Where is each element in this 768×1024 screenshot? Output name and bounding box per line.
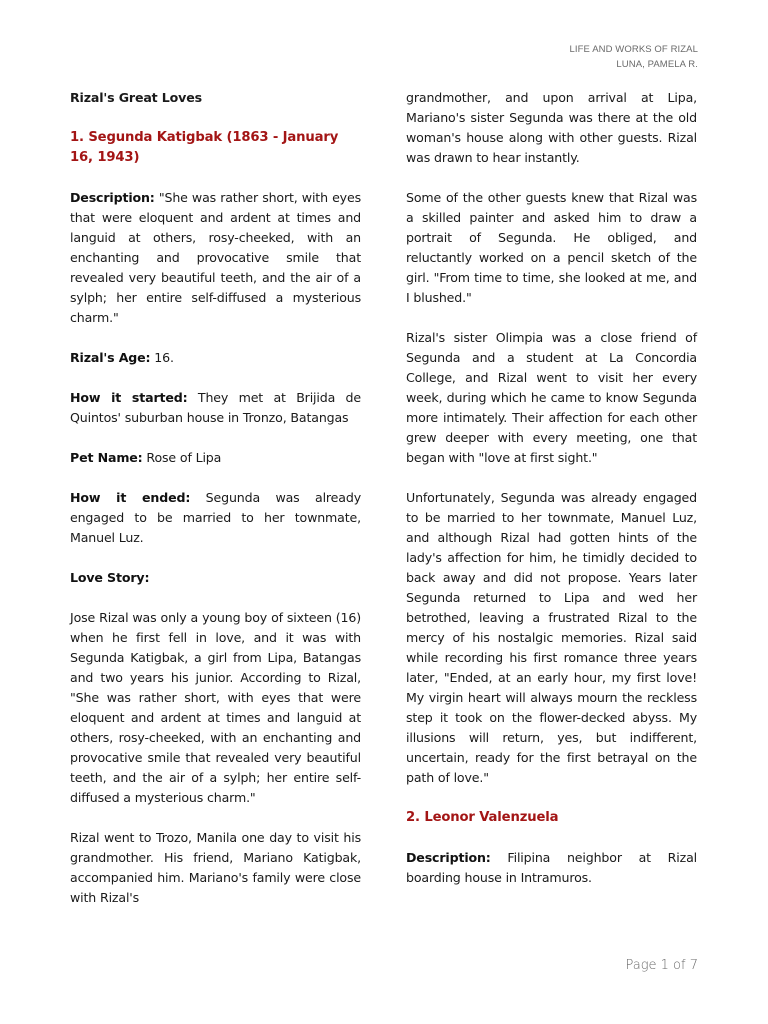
age-value: 16. (150, 350, 174, 365)
description-label: Description: (406, 850, 491, 865)
pet-name-value: Rose of Lipa (142, 450, 222, 465)
story-paragraph: grandmother, and upon arrival at Lipa, Mariano's sister Segunda was there at the old woman's house along with other guests. Rizal was drawn to hear instantly. (406, 90, 697, 165)
description-field (406, 848, 697, 888)
age-field (70, 348, 361, 368)
pet-name-field (70, 448, 361, 468)
story-paragraph: Rizal went to Trozo, Manila one day to visit his grandmother. His friend, Mariano Katigbak, accompanied him. Mariano's family were close with Rizal's (70, 830, 361, 905)
how-ended-field (70, 488, 361, 548)
how-ended-label: How it ended: (70, 490, 191, 505)
love-story-heading (70, 568, 361, 588)
section-heading-2: 2. Leonor Valenzuela (406, 810, 559, 825)
story-paragraph: Jose Rizal was only a young boy of sixteen (16) when he first fell in love, and it was with Segunda Katigbak, a girl from Lipa, Batangas and two years his junior. According to Rizal, "She was rather short, with eyes that were eloquent and ardent at times and languid at others, rosy-cheeked, with an enchanting and provocative smile that revealed very beautiful teeth, and the air of a sylph; her entire self-diffused a mysterious charm." (70, 610, 361, 805)
right-column (406, 88, 697, 888)
description-value: Filipina neighbor at Rizal boarding house in Intramuros. (406, 850, 697, 885)
header-author: LUNA, PAMELA R. (616, 59, 698, 70)
how-started-label: How it started: (70, 390, 188, 405)
document-title: Rizal's Great Loves (70, 90, 202, 105)
story-paragraph: Some of the other guests knew that Rizal was a skilled painter and asked him to draw a portrait of Segunda. He obliged, and reluctantly worked on a pencil sketch of the girl. "From time to time, she looked at me, and I blushed." (406, 190, 697, 305)
love-story-label: Love Story: (70, 570, 150, 585)
age-label: Rizal's Age: (70, 350, 151, 365)
page-number: Page 1 of 7 (625, 958, 698, 973)
header-course-title: LIFE AND WORKS OF RIZAL (569, 44, 698, 55)
pet-name-label: Pet Name: (70, 450, 143, 465)
how-ended-value: Segunda was already engaged to be married to her townmate, Manuel Luz. (70, 490, 361, 545)
description-field (70, 188, 361, 328)
running-header (570, 42, 698, 72)
section-heading-1: 1. Segunda Katigbak (1863 - January 16, 1943) (70, 130, 339, 165)
story-paragraph: Rizal's sister Olimpia was a close friend of Segunda and a student at La Concordia College, and Rizal went to visit her every week, during which he came to know Segunda more intimately. Their affection for each other grew deeper with every meeting, one that began with "love at first sight." (406, 330, 697, 465)
description-label: Description: (70, 190, 155, 205)
description-value: "She was rather short, with eyes that were eloquent and ardent at times and languid at others, rosy-cheeked, with an enchanting and provocative smile that revealed very beautiful teeth, and the air of a sylph; her entire self-diffused a mysterious charm." (70, 190, 361, 325)
how-started-field (70, 388, 361, 428)
how-started-value: They met at Brijida de Quintos' suburban house in Tronzo, Batangas (70, 390, 361, 425)
story-paragraph: Unfortunately, Segunda was already engaged to be married to her townmate, Manuel Luz, and although Rizal had gotten hints of the lady's affection for him, he timidly decided to back away and did not propose. Years later Segunda returned to Lipa and wed her betrothed, leaving a frustrated Rizal to the mercy of his nostalgic memories. Rizal said while recording his first romance three years later, "Ended, at an early hour, my first love! My virgin heart will always mourn the reckless step it took on the flower-decked abyss. My illusions will return, yes, but indifferent, uncertain, ready for the first betrayal on the path of love." (406, 490, 697, 785)
left-column (70, 88, 361, 908)
